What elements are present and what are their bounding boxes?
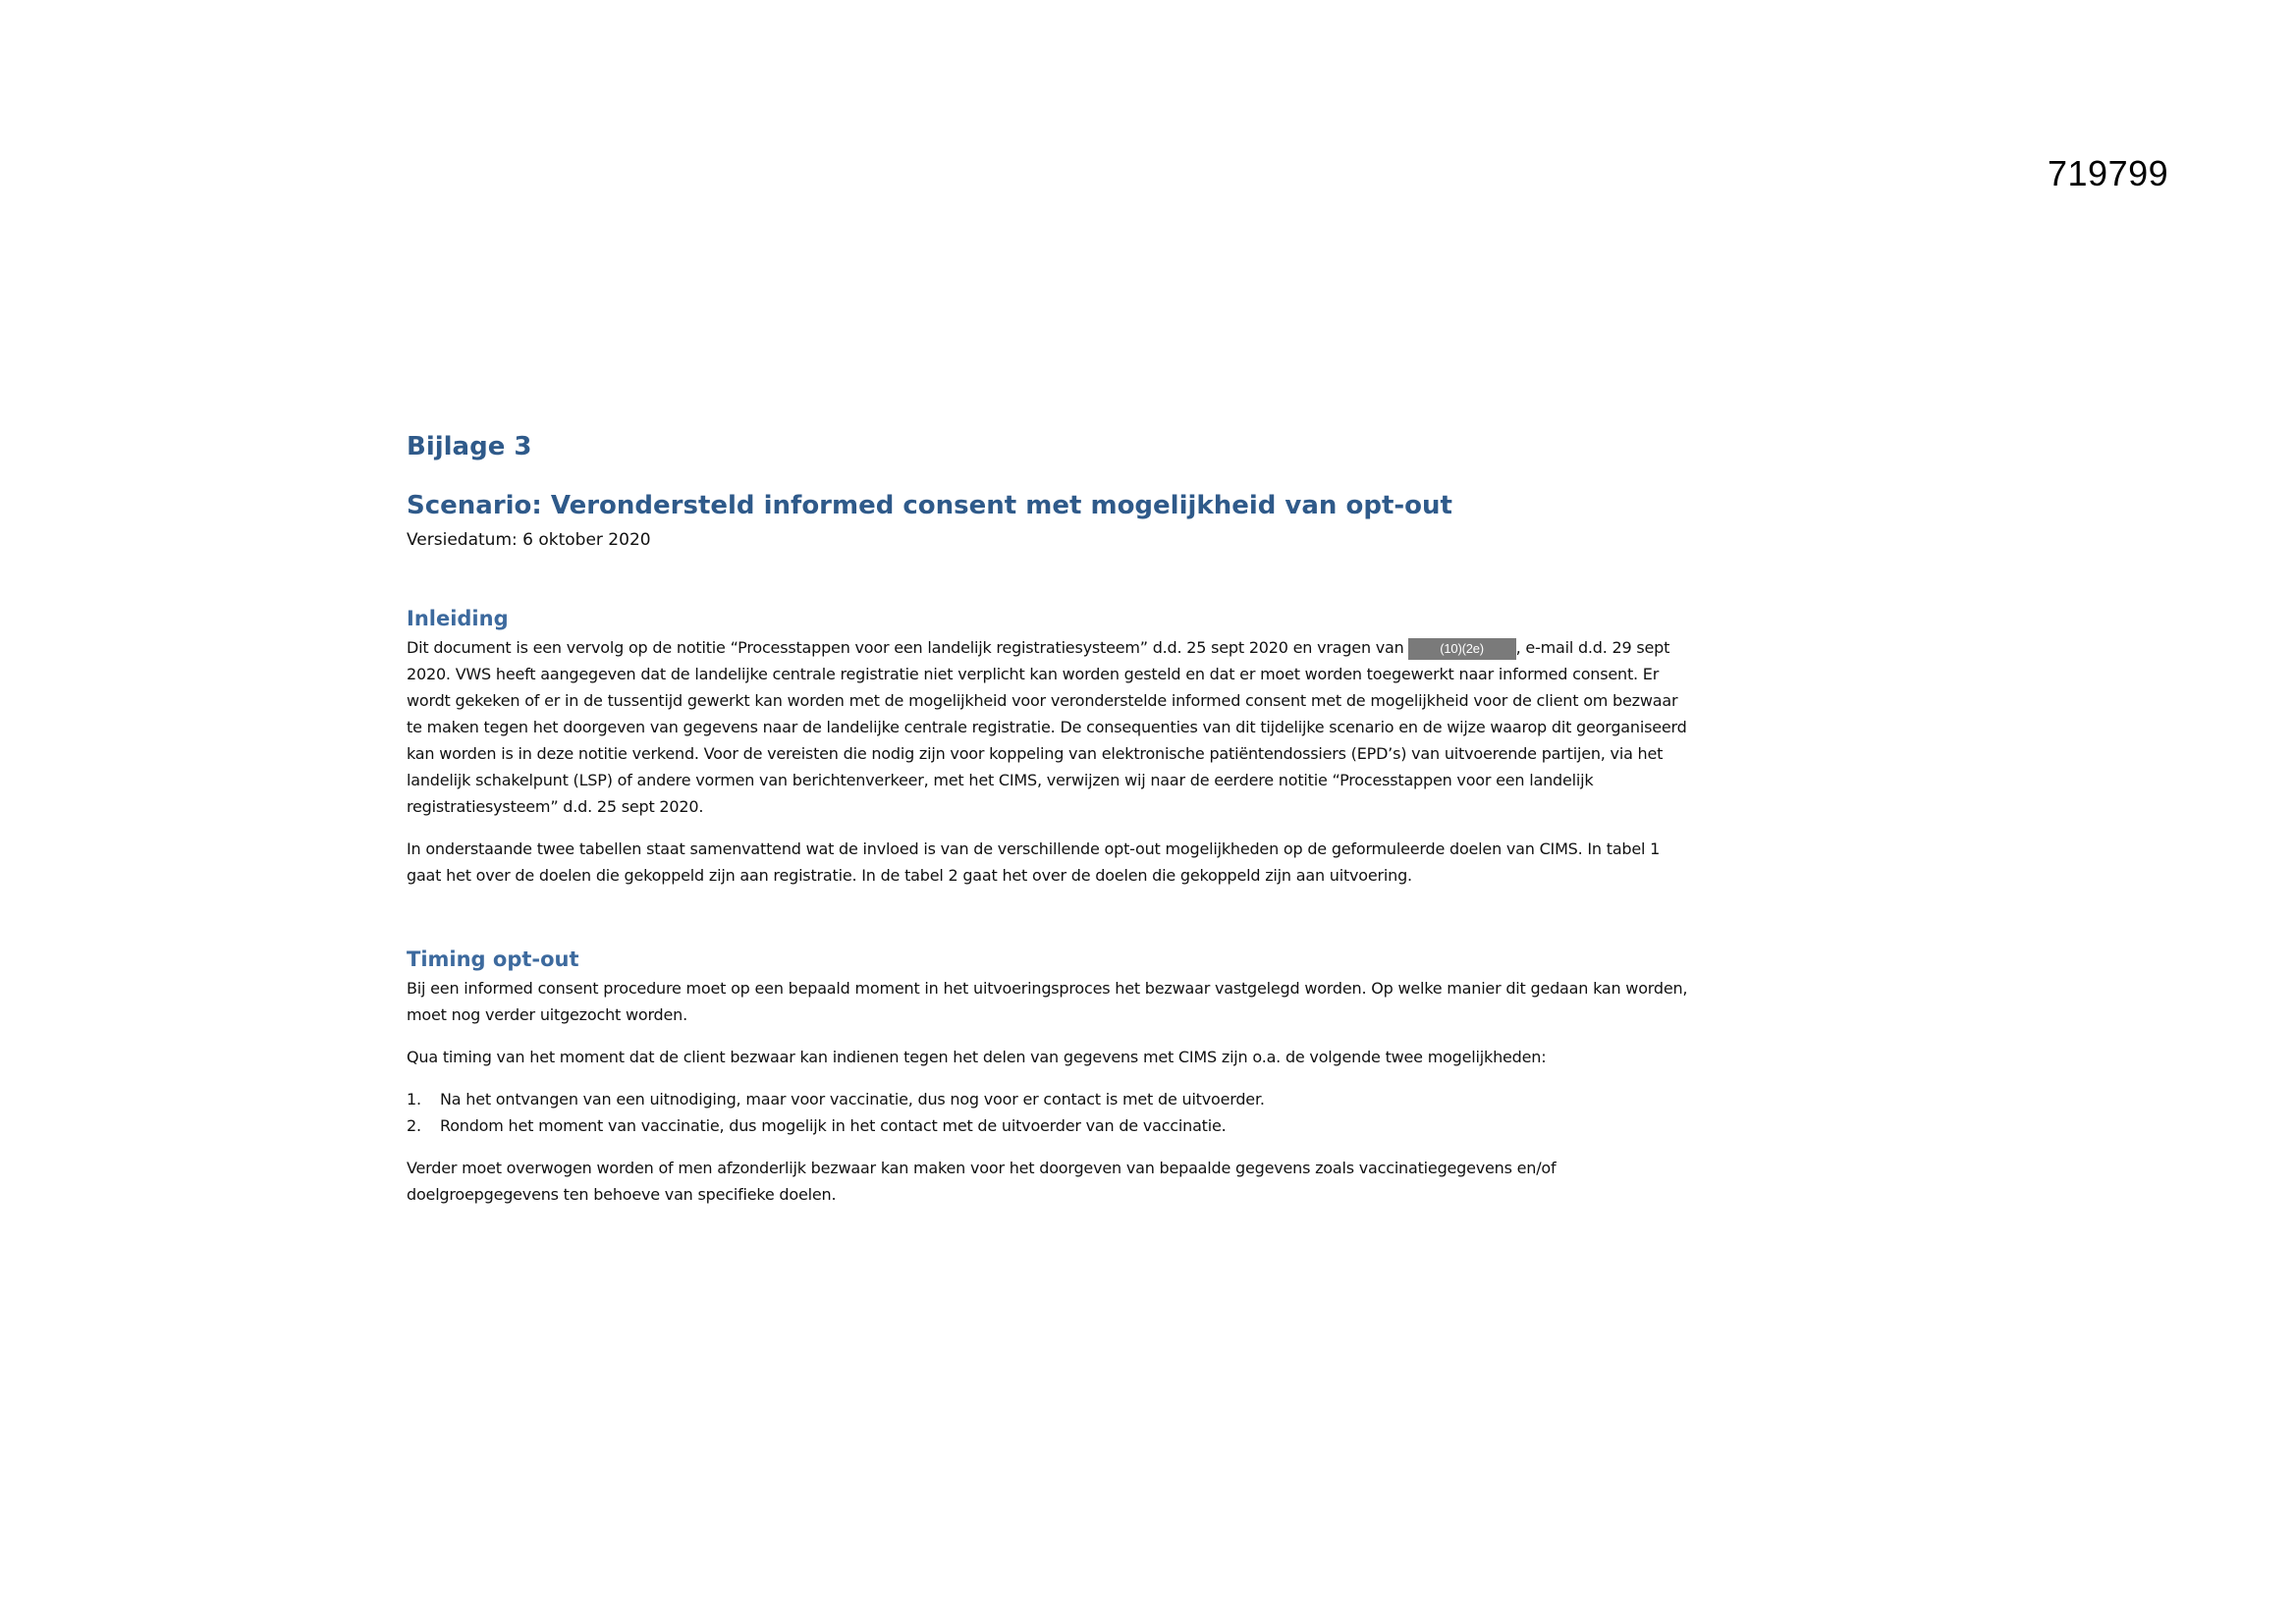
inleiding-text-before-redaction: Dit document is een vervolg op de notitie “Processtappen voor een landelijk registratiesysteem” d.d. 25 sept 2020 en vragen van <box>407 638 1404 657</box>
list-item-number: 2. <box>407 1116 421 1135</box>
redaction-block: (10)(2e) <box>1408 638 1516 660</box>
document-body <box>407 426 1695 1223</box>
section-heading-timing: Timing opt-out <box>407 947 579 971</box>
list-item-text: Rondom het moment van vaccinatie, dus mogelijk in het contact met de uitvoerder van de vaccinatie. <box>440 1116 1227 1135</box>
timing-paragraph-2: Qua timing van het moment dat de client bezwaar kan indienen tegen het delen van gegevens met CIMS zijn o.a. de volgende twee mogelijkheden: <box>407 1048 1547 1066</box>
version-date: Versiedatum: 6 oktober 2020 <box>407 530 651 550</box>
annex-title: Bijlage 3 <box>407 432 532 461</box>
inleiding-text-after-redaction: , e-mail d.d. 29 sept 2020. VWS heeft aangegeven dat de landelijke centrale registratie niet verplicht kan worden gesteld en dat er moet worden toegewerkt naar informed consent. Er wordt gekeken of er in de tussentijd gewerkt kan worden met de mogelijkheid voor veronderstelde informed consent met de mogelijkheid voor de client om bezwaar te maken tegen het doorgeven van gegevens naar de landelijke centrale registratie. De consequenties van dit tijdelijke scenario en de wijze waarop dit georganiseerd kan worden is in deze notitie verkend. Voor de vereisten die nodig zijn voor koppeling van elektronische patiëntendossiers (EPD’s) van uitvoerende partijen, via het landelijk schakelpunt (LSP) of andere vormen van berichtenverkeer, met het CIMS, verwijzen wij naar de eerdere notitie “Processtappen voor een landelijk registratiesysteem” d.d. 25 sept 2020. <box>407 638 1687 816</box>
list-item-number: 1. <box>407 1090 421 1109</box>
inleiding-paragraph-1 <box>407 634 1695 820</box>
section-heading-inleiding: Inleiding <box>407 607 509 630</box>
inleiding-paragraph-2: In onderstaande twee tabellen staat samenvattend wat de invloed is van de verschillende opt-out mogelijkheden op de geformuleerde doelen van CIMS. In tabel 1 gaat het over de doelen die gekoppeld zijn aan registratie. In de tabel 2 gaat het over de doelen die gekoppeld zijn aan uitvoering. <box>407 839 1661 885</box>
timing-paragraph-3: Verder moet overwogen worden of men afzonderlijk bezwaar kan maken voor het doorgeven van bepaalde gegevens zoals vaccinatiegegevens en/of doelgroepgegevens ten behoeve van specifieke doelen. <box>407 1159 1557 1204</box>
list-item <box>407 1086 1695 1112</box>
document-number: 719799 <box>2048 153 2169 193</box>
scenario-title: Scenario: Verondersteld informed consent met mogelijkheid van opt-out <box>407 491 1452 520</box>
timing-paragraph-1: Bij een informed consent procedure moet op een bepaald moment in het uitvoeringsproces het bezwaar vastgelegd worden. Op welke manier dit gedaan kan worden, moet nog verder uitgezocht worden. <box>407 979 1688 1024</box>
timing-options-list <box>407 1086 1695 1139</box>
list-item-text: Na het ontvangen van een uitnodiging, maar voor vaccinatie, dus nog voor er contact is met de uitvoerder. <box>440 1090 1265 1109</box>
list-item <box>407 1112 1695 1139</box>
